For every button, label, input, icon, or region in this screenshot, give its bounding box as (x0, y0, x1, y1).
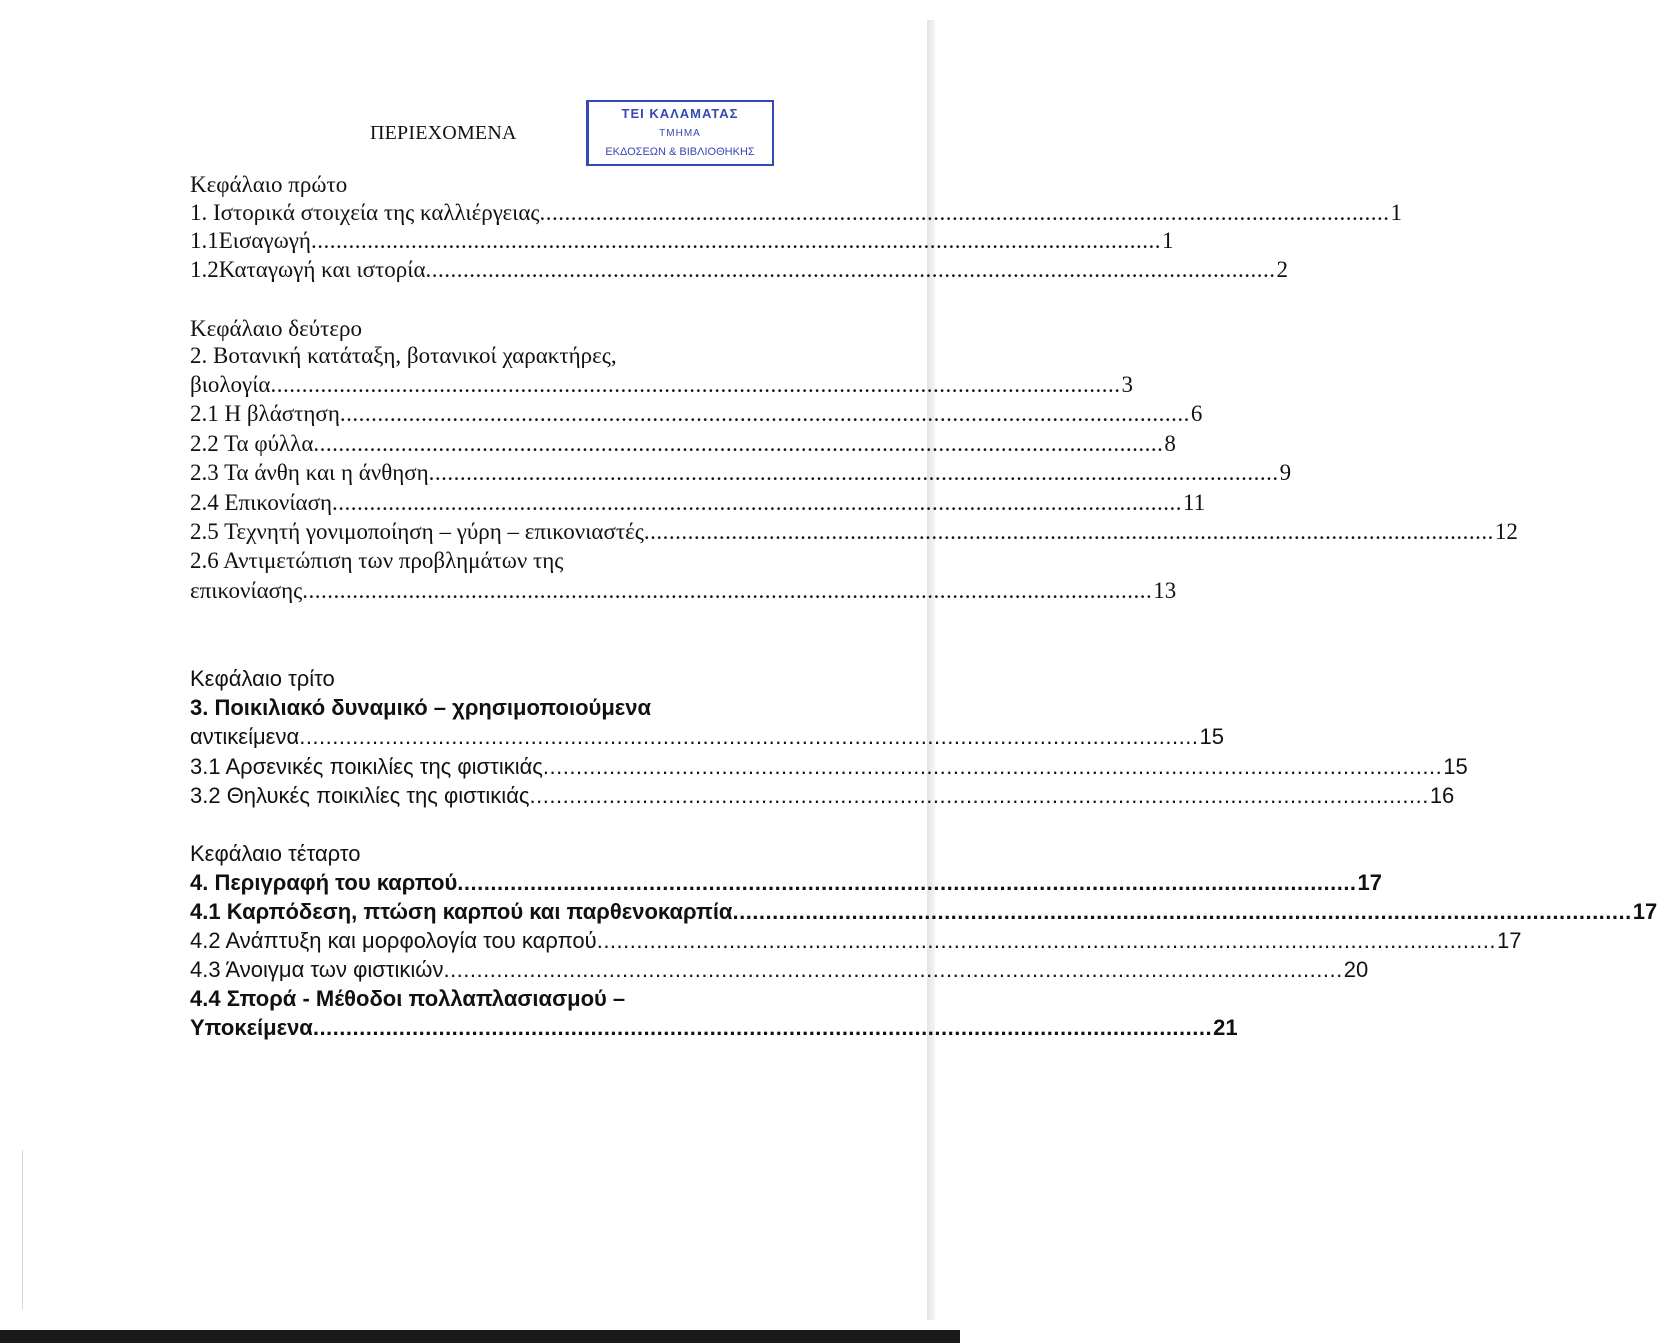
toc-entry (190, 899, 1657, 925)
toc-page-number: 1 (1161, 228, 1174, 253)
toc-entry-label: 2. Βοτανική κατάταξη, βοτανικοί χαρακτήρες, (190, 343, 617, 368)
toc-entry (190, 519, 1518, 545)
toc-entry (190, 724, 1224, 750)
toc-entry-label: 4. Περιγραφή του καρπού (190, 870, 458, 895)
toc-page-number: 13 (1153, 578, 1177, 603)
toc-page-number: 17 (1632, 899, 1657, 924)
page-title: ΠΕΡΙΕΧΟΜΕΝΑ (370, 122, 517, 144)
stamp-line-2: ΤΜΗΜΑ (659, 128, 701, 139)
toc-entry-label: Υποκείμενα (190, 1015, 313, 1040)
toc-entry-label: 3. Ποικιλιακό δυναμικό – χρησιμοποιούμενα (190, 695, 652, 720)
toc-entry-label: αντικείμενα (190, 724, 300, 749)
toc-entry-label: 2.2 Τα φύλλα (190, 431, 314, 456)
toc-leader: ........................................................................................................................................ (529, 783, 1429, 808)
toc-entry (190, 870, 1383, 896)
toc-entry-label: 4.3 Άνοιγμα των φιστικιών (190, 957, 444, 982)
toc-entry (190, 490, 1206, 516)
toc-leader: ........................................................................................................................................ (299, 724, 1199, 749)
toc-leader: ........................................................................................................................................ (270, 372, 1121, 397)
toc-entry (190, 754, 1468, 780)
toc-entry (190, 783, 1455, 809)
toc-entry (190, 957, 1369, 983)
chapter-2-heading: Κεφάλαιο δεύτερο (190, 316, 362, 341)
toc-leader: ........................................................................................................................................ (542, 754, 1443, 779)
toc-entry (190, 578, 1177, 604)
toc-leader: ........................................................................................................................................ (428, 460, 1279, 485)
toc-page-number: 15 (1199, 724, 1224, 749)
toc-entry-label: 1. Ιστορικά στοιχεία της καλλιέργειας (190, 200, 540, 225)
toc-entry (190, 372, 1133, 398)
toc-page-number: 20 (1343, 957, 1369, 982)
toc-leader: ........................................................................................................................................ (332, 490, 1182, 515)
toc-entry (190, 200, 1403, 226)
toc-leader: ........................................................................................................................................ (302, 578, 1153, 603)
toc-page-number: 17 (1496, 928, 1522, 953)
toc-entry-label: 2.5 Τεχνητή γονιμοποίηση – γύρη – επικονιαστές (190, 519, 644, 544)
toc-entry-label: επικονίασης (190, 578, 303, 603)
toc-leader: ........................................................................................................................................ (457, 870, 1357, 895)
chapter-3-heading: Κεφάλαιο τρίτο (190, 666, 335, 691)
toc-page-number: 17 (1357, 870, 1383, 895)
toc-entry-label: 4.2 Ανάπτυξη και μορφολογία του καρπού (190, 928, 597, 953)
chapter-4-heading: Κεφάλαιο τέταρτο (190, 841, 361, 866)
toc-entry (190, 1015, 1238, 1041)
stamp-line-3: ΕΚΔΟΣΕΩΝ & ΒΙΒΛΙΟΘΗΚΗΣ (605, 146, 755, 158)
toc-entry-label: βιολογία (190, 372, 271, 397)
toc-leader: ........................................................................................................................................ (539, 200, 1390, 225)
toc-page-number: 8 (1164, 431, 1176, 456)
toc-page-number: 11 (1183, 490, 1206, 515)
scan-bottom-border (0, 1330, 960, 1343)
toc-entry-label: 4.4 Σπορά - Μέθοδοι πολλαπλασιασμού – (190, 986, 626, 1011)
toc-leader: ........................................................................................................................................ (425, 257, 1276, 282)
toc-entry-label: 1.1Εισαγωγή (190, 228, 311, 253)
toc-page-number: 15 (1443, 754, 1468, 779)
toc-entry-label: 1.2Καταγωγή και ιστορία (190, 257, 426, 282)
toc-page-number: 3 (1121, 372, 1133, 397)
toc-entry (190, 431, 1176, 457)
toc-page-number: 16 (1429, 783, 1455, 808)
toc-entry (190, 228, 1174, 254)
toc-leader: ........................................................................................................................................ (339, 401, 1190, 426)
toc-entry-label: 2.3 Τα άνθη και η άνθηση (190, 460, 429, 485)
toc-leader: ........................................................................................................................................ (310, 228, 1161, 253)
toc-page-number: 12 (1494, 519, 1518, 544)
toc-leader: ........................................................................................................................................ (313, 431, 1164, 456)
chapter-1-heading: Κεφάλαιο πρώτο (190, 172, 348, 197)
toc-leader: ........................................................................................................................................ (443, 957, 1343, 982)
toc-entry-label: 3.1 Αρσενικές ποικιλίες της φιστικιάς (190, 754, 543, 779)
toc-page-number: 6 (1190, 401, 1203, 426)
scan-left-mark (22, 1150, 23, 1310)
toc-entry-label: 2.4 Επικονίαση (190, 490, 332, 515)
toc-page-number: 21 (1213, 1015, 1238, 1040)
toc-entry (190, 401, 1203, 427)
toc-entry-label: 2.6 Αντιμετώπιση των προβλημάτων της (190, 548, 564, 573)
toc-leader: ........................................................................................................................................ (732, 899, 1632, 924)
toc-page-number: 9 (1279, 460, 1292, 485)
library-stamp (586, 100, 774, 166)
toc-entry-label: 2.1 Η βλάστηση (190, 401, 340, 426)
toc-entry (190, 928, 1522, 954)
toc-entry (190, 257, 1289, 283)
toc-page-number: 2 (1276, 257, 1289, 282)
toc-leader: ........................................................................................................................................ (312, 1015, 1213, 1040)
toc-entry-label: 4.1 Καρπόδεση, πτώση καρπού και παρθενοκαρπία (190, 899, 733, 924)
toc-leader: ........................................................................................................................................ (596, 928, 1496, 953)
toc-entry-label: 3.2 Θηλυκές ποικιλίες της φιστικιάς (190, 783, 530, 808)
toc-page-number: 1 (1390, 200, 1403, 225)
stamp-line-1: ΤΕΙ ΚΑΛΑΜΑΤΑΣ (621, 106, 739, 121)
toc-leader: ........................................................................................................................................ (643, 519, 1494, 544)
toc-entry (190, 460, 1292, 486)
